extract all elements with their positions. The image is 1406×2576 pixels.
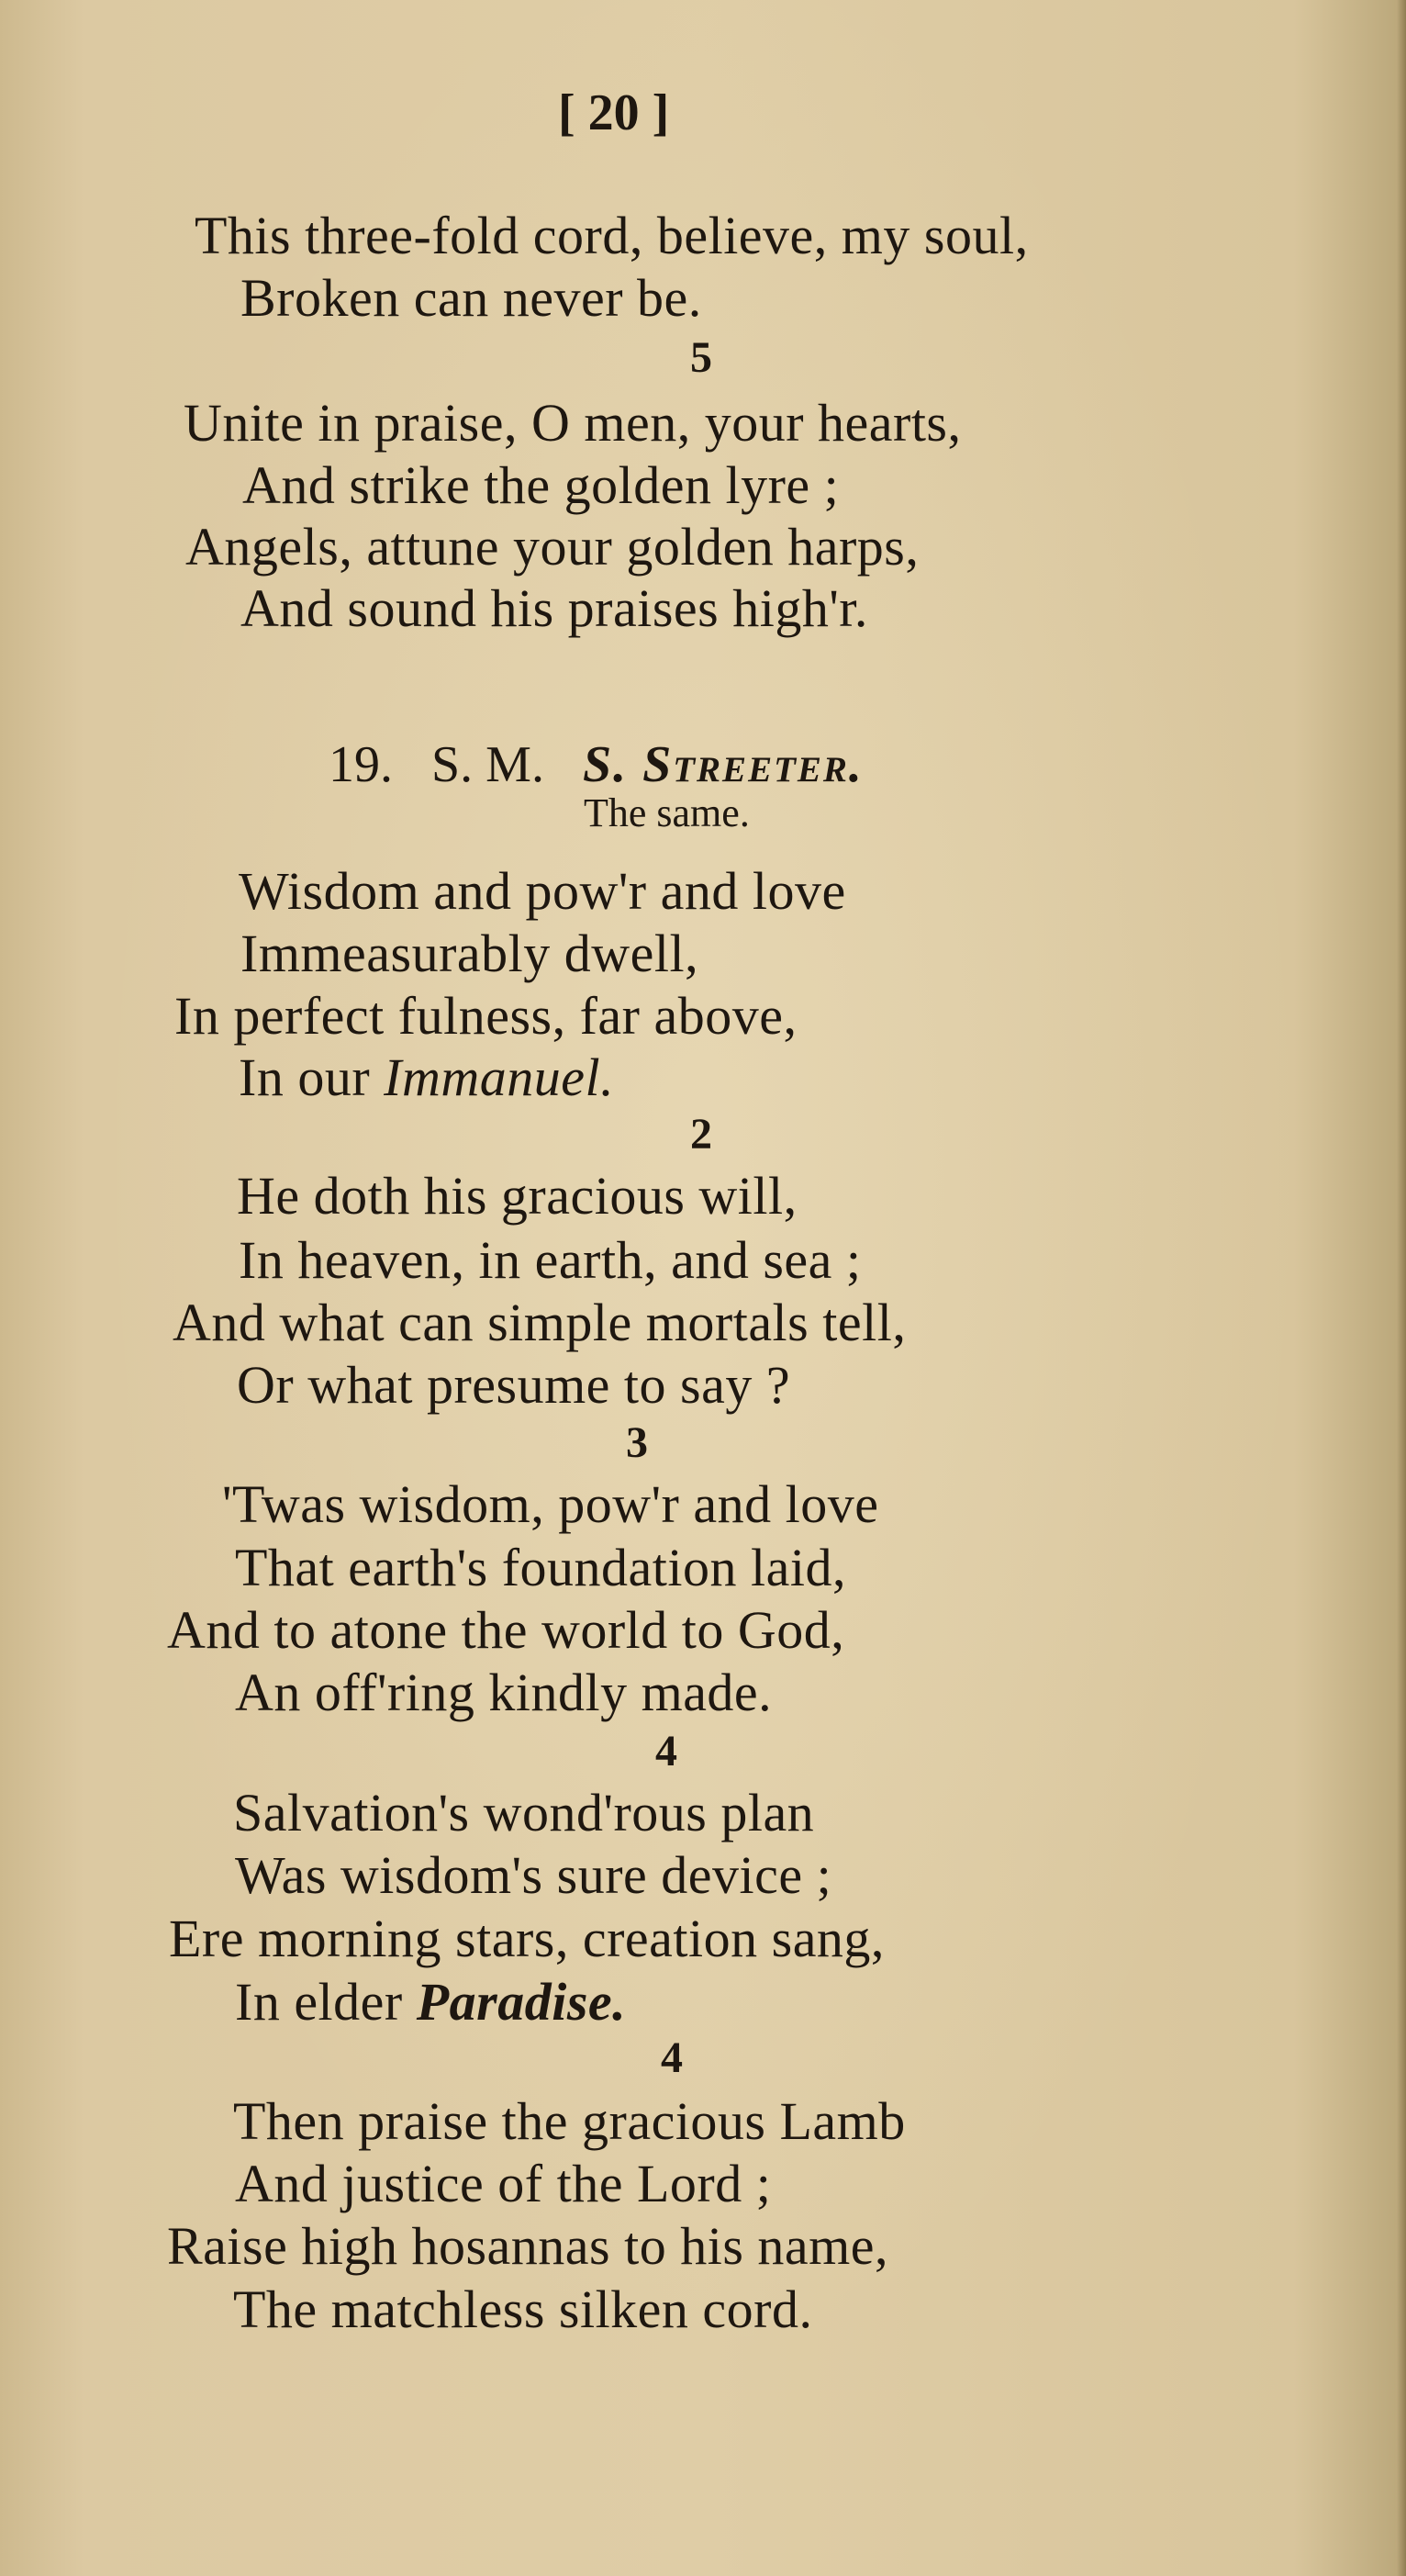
stanza-number: 5 bbox=[690, 333, 712, 382]
verse-line: Immeasurably dwell, bbox=[240, 924, 699, 983]
verse-line: And to atone the world to God, bbox=[167, 1600, 845, 1660]
hymn-author: S. Streeter. bbox=[582, 736, 864, 793]
verse-text: In elder bbox=[235, 1972, 417, 2032]
verse-line: Broken can never be. bbox=[240, 268, 702, 328]
verse-italic-word: Paradise. bbox=[416, 1972, 627, 2032]
verse-text: In our bbox=[239, 1047, 385, 1107]
hymn-number: 19. bbox=[329, 736, 393, 793]
verse-line: And strike the golden lyre ; bbox=[242, 455, 840, 515]
page-number: [ 20 ] bbox=[558, 84, 670, 141]
verse-line: Or what presume to say ? bbox=[237, 1355, 791, 1415]
verse-line: In heaven, in earth, and sea ; bbox=[239, 1230, 862, 1290]
verse-italic-word: Immanuel. bbox=[384, 1047, 615, 1107]
verse-line: And justice of the Lord ; bbox=[235, 2154, 772, 2213]
verse-line: Raise high hosannas to his name, bbox=[167, 2216, 889, 2276]
verse-line: 'Twas wisdom, pow'r and love bbox=[222, 1474, 879, 1534]
hymn-tune: The same. bbox=[584, 790, 750, 835]
verse-line: In perfect fulness, far above, bbox=[174, 986, 798, 1046]
verse-line: Wisdom and pow'r and love bbox=[239, 861, 846, 921]
verse-line: Salvation's wond'rous plan bbox=[233, 1783, 815, 1842]
verse-line: Ere morning stars, creation sang, bbox=[169, 1909, 885, 1968]
hymn-meter: S. M. bbox=[431, 736, 544, 793]
stanza-number: 3 bbox=[626, 1418, 648, 1467]
verse-line: That earth's foundation laid, bbox=[235, 1538, 846, 1597]
verse-line: He doth his gracious will, bbox=[237, 1166, 798, 1226]
verse-line: And what can simple mortals tell, bbox=[173, 1293, 907, 1352]
stanza-number: 4 bbox=[661, 2033, 683, 2082]
verse-line: And sound his praises high'r. bbox=[240, 578, 868, 638]
verse-line: The matchless silken cord. bbox=[233, 2279, 813, 2339]
verse-line: This three-fold cord, believe, my soul, bbox=[195, 206, 1029, 265]
hymn-heading bbox=[329, 736, 864, 793]
stanza-number: 4 bbox=[655, 1727, 677, 1775]
stanza-number: 2 bbox=[690, 1110, 712, 1159]
verse-line: An off'ring kindly made. bbox=[235, 1663, 773, 1722]
verse-line: Unite in praise, O men, your hearts, bbox=[184, 393, 962, 453]
verse-line: Angels, attune your golden harps, bbox=[185, 517, 920, 577]
verse-line bbox=[239, 1047, 615, 1107]
verse-line: Was wisdom's sure device ; bbox=[235, 1845, 832, 1905]
verse-line: Then praise the gracious Lamb bbox=[233, 2091, 906, 2151]
page-edge-shadow bbox=[1397, 0, 1406, 2576]
verse-line bbox=[235, 1972, 627, 2032]
